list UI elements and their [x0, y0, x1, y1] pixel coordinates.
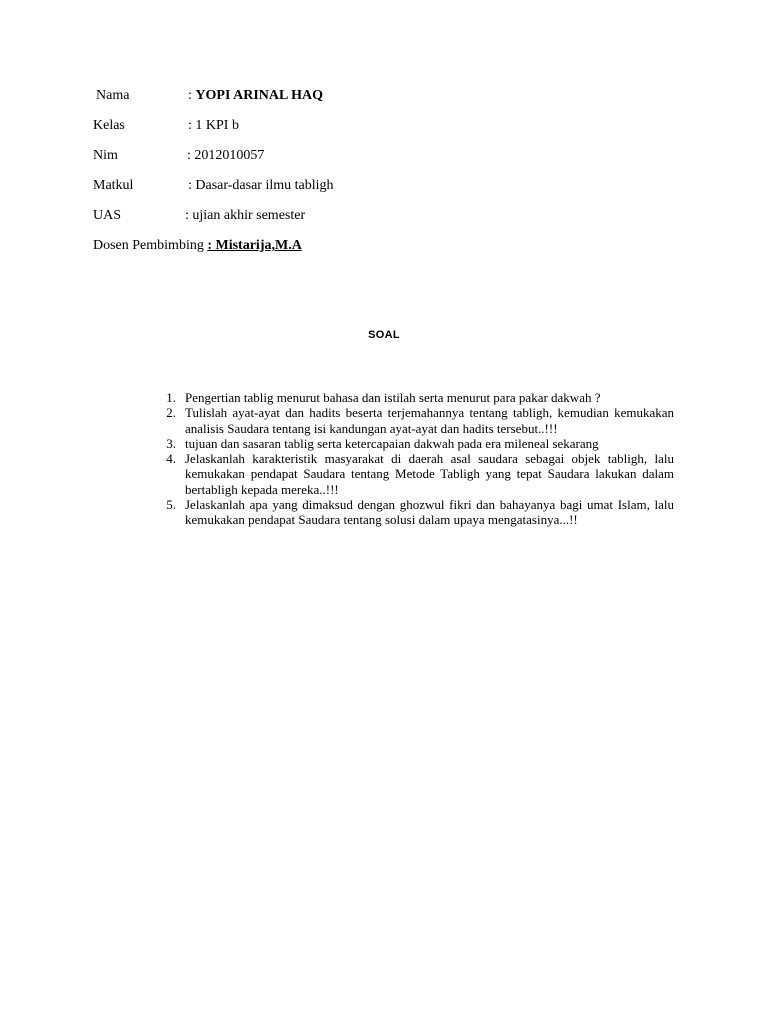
info-row-nama: [96, 87, 396, 105]
question-list: [160, 390, 674, 528]
info-label-uas: UAS: [93, 208, 122, 223]
info-value-kelas: : 1 KPI b: [188, 118, 239, 133]
nim-value: 2012010057: [194, 148, 265, 163]
question-text: Tulislah ayat-ayat dan hadits beserta terjemahannya tentang tabligh, kemudian kemukakan analisis Saudara tentang isi kandungan ayat-ayat dan hadits tersebut..!!!: [185, 405, 674, 436]
matkul-value: Dasar-dasar ilmu tabligh: [195, 178, 334, 193]
info-value-nim: : 2012010057: [187, 148, 265, 163]
info-label-matkul: Matkul: [93, 178, 134, 193]
question-number: 1.: [166, 390, 176, 405]
question-number: 3.: [166, 435, 176, 451]
info-label-kelas: Kelas: [93, 118, 125, 133]
info-row-uas: [93, 207, 393, 225]
question-item: [160, 405, 674, 436]
info-value-nama: : YOPI ARINAL HAQ: [188, 88, 323, 103]
question-number: 5.: [166, 497, 176, 513]
section-title: SOAL: [368, 329, 400, 341]
question-item: [160, 451, 674, 497]
info-value-uas: : ujian akhir semester: [185, 208, 306, 223]
question-text: Jelaskanlah karakteristik masyarakat di daerah asal saudara sebagai objek tabligh, lalu kemukakan pendapat Saudara tentang Metode Tabligh yang tepat Saudara lakukan dalam bertabligh kepada mereka..!!!: [185, 451, 674, 497]
info-value-matkul: : Dasar-dasar ilmu tabligh: [188, 178, 334, 193]
info-row-nim: [93, 147, 393, 165]
student-name: YOPI ARINAL HAQ: [195, 88, 323, 103]
info-row-dosen: [93, 237, 393, 255]
kelas-value: 1 KPI b: [195, 118, 239, 133]
question-item: [160, 497, 674, 528]
info-label-nama: Nama: [96, 88, 130, 103]
info-label-nim: Nim: [93, 148, 118, 163]
info-row-matkul: [93, 177, 393, 195]
info-label-dosen: Dosen Pembimbing: [93, 238, 204, 253]
question-item: [160, 436, 674, 451]
question-text: Pengertian tablig menurut bahasa dan istilah serta menurut para pakar dakwah ?: [185, 390, 601, 405]
uas-value: ujian akhir semester: [192, 208, 306, 223]
question-item: [160, 390, 674, 405]
info-row-kelas: [93, 117, 393, 135]
question-text: Jelaskanlah apa yang dimaksud dengan ghozwul fikri dan bahayanya bagi umat Islam, lalu kemukakan pendapat Saudara tentang solusi dalam upaya mengatasinya...!!: [185, 497, 674, 528]
dosen-value: : Mistarija,M.A: [207, 238, 302, 253]
question-text: tujuan dan sasaran tablig serta ketercapaian dakwah pada era mileneal sekarang: [185, 435, 599, 451]
question-number: 4.: [166, 451, 176, 467]
question-number: 2.: [166, 405, 176, 421]
